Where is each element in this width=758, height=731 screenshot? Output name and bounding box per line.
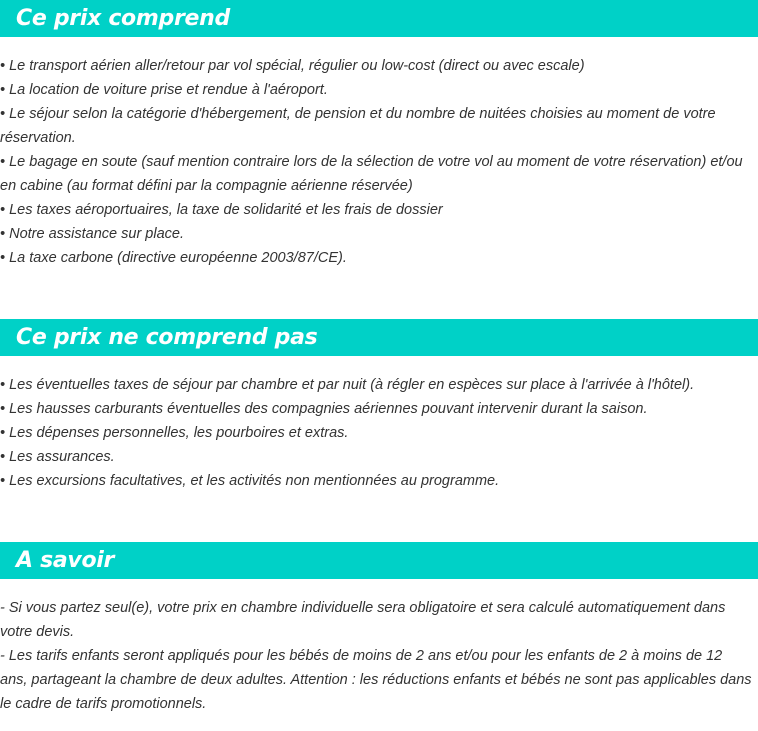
section-title: Ce prix ne comprend pas — [16, 325, 318, 350]
section-body — [0, 356, 758, 526]
list-item: • Les assurances. — [0, 449, 115, 465]
section-header — [0, 542, 758, 579]
list-item: • La location de voiture prise et rendue à l'aéroport. — [0, 82, 328, 98]
section-title: Ce prix comprend — [16, 6, 230, 31]
list-item: - Si vous partez seul(e), votre prix en chambre individuelle sera obligatoire et sera calculé automatiquement dans votre devis. — [0, 600, 726, 640]
list-item: • Le bagage en soute (sauf mention contraire lors de la sélection de votre vol au moment de votre réservation) et/ou en cabine (au format défini par la compagnie aérienne réservée) — [0, 154, 743, 194]
list-item: • La taxe carbone (directive européenne 2003/87/CE). — [0, 250, 347, 266]
section-included — [0, 0, 758, 302]
section-header — [0, 319, 758, 356]
list-item: • Les excursions facultatives, et les activités non mentionnées au programme. — [0, 473, 500, 489]
list-item: • Le transport aérien aller/retour par vol spécial, régulier ou low-cost (direct ou avec escale) — [0, 58, 585, 74]
section-not-included — [0, 319, 758, 526]
section-body — [0, 579, 758, 716]
section-to-know — [0, 542, 758, 716]
list-item: • Les dépenses personnelles, les pourboires et extras. — [0, 425, 349, 441]
section-header — [0, 0, 758, 37]
list-item: • Les taxes aéroportuaires, la taxe de solidarité et les frais de dossier — [0, 202, 443, 218]
list-item: • Notre assistance sur place. — [0, 226, 184, 242]
section-body — [0, 37, 758, 302]
list-item: - Les tarifs enfants seront appliqués pour les bébés de moins de 2 ans et/ou pour les enfants de 2 à moins de 12 ans, partageant la chambre de deux adultes. Attention : les réductions enfants et bébés ne sont pas applicables dans le cadre de tarifs promotionnels. — [0, 648, 752, 712]
list-item: • Le séjour selon la catégorie d'hébergement, de pension et du nombre de nuitées choisies au moment de votre réservation. — [0, 106, 716, 146]
section-title: A savoir — [16, 548, 115, 573]
list-item: • Les hausses carburants éventuelles des compagnies aériennes pouvant intervenir durant la saison. — [0, 401, 648, 417]
list-item: • Les éventuelles taxes de séjour par chambre et par nuit (à régler en espèces sur place à l'arrivée à l'hôtel). — [0, 377, 695, 393]
